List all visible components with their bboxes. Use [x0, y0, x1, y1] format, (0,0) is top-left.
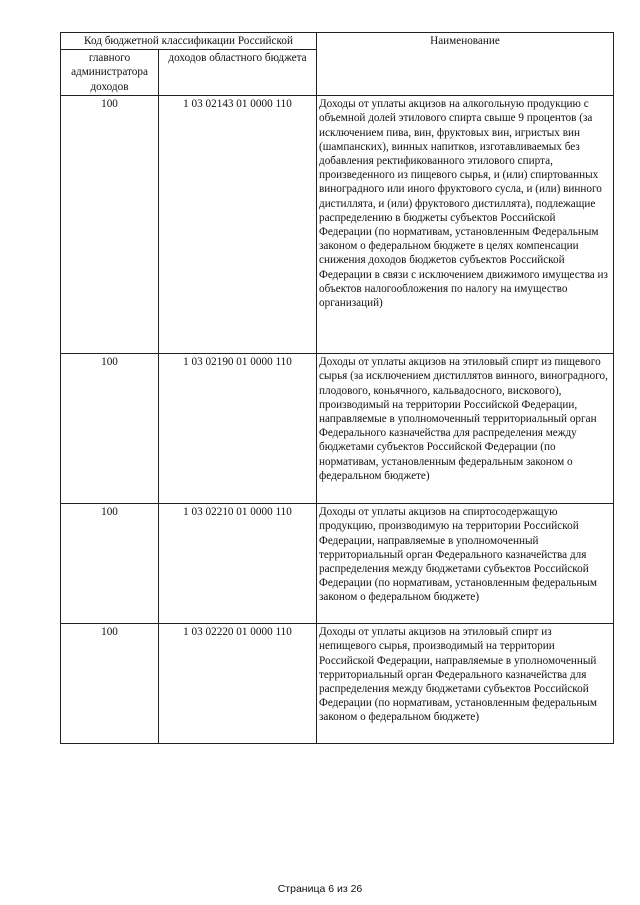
table-row	[61, 354, 614, 504]
income-name-cell: Доходы от уплаты акцизов на спиртосодержащую продукцию, производимую на территории Российской Федерации, направляемые в уполномоченный территориальный орган Федерального казначейства для распределения между бюджетами субъектов Российской Федерации (по нормативам, установленным федеральным законом о федеральном бюджете)	[317, 504, 614, 624]
admin-code-cell: 100	[61, 96, 159, 354]
income-name-cell: Доходы от уплаты акцизов на этиловый спирт из непищевого сырья, производимый на территории Российской Федерации, направляемые в уполномоченный территориальный орган Федерального казначейства для распределения между бюджетами субъектов Российской Федерации (по нормативам, установленным федеральным законом о федеральном бюджете)	[317, 624, 614, 744]
admin-column-header: главного администратора доходов	[61, 50, 159, 96]
income-code-cell: 1 03 02190 01 0000 110	[159, 354, 317, 504]
income-code-cell: 1 03 02143 01 0000 110	[159, 96, 317, 354]
income-column-header: доходов областного бюджета	[159, 50, 317, 96]
income-code-cell: 1 03 02210 01 0000 110	[159, 504, 317, 624]
income-name-cell: Доходы от уплаты акцизов на этиловый спирт из пищевого сырья (за исключением дистиллятов винного, виноградного, плодового, коньячного, кальвадосного, вискового), производимый на территории Российской Федерации, направляемые в уполномоченный территориальный орган Федерального казначейства для распределения между бюджетами субъектов Российской Федерации (по нормативам, установленным федеральным законом о федеральном бюджете)	[317, 354, 614, 504]
header-row-group	[61, 33, 614, 50]
name-column-header: Наименование	[317, 33, 614, 96]
income-name-cell: Доходы от уплаты акцизов на алкогольную продукцию с объемной долей этилового спирта свыше 9 процентов (за исключением пива, вин, фруктовых вин, игристых вин (шампанских), винных напитков, изготавливаемых без добавления ректификованного этилового спирта, произведенного из пищевого сырья, и (или) спиртованных виноградного или иного фруктового сусла, и (или) винного дистиллята, и (или) фруктового дистиллята), подлежащие распределению в бюджеты субъектов Российской Федерации (по нормативам, установленным Федеральным законом о федеральном бюджете в целях компенсации снижения доходов бюджетов субъектов Российской Федерации в связи с исключением движимого имущества из объектов налогообложения по налогу на имущество организаций)	[317, 96, 614, 354]
table-row	[61, 624, 614, 744]
page-number-footer: Страница 6 из 26	[277, 883, 363, 895]
admin-code-cell: 100	[61, 504, 159, 624]
admin-code-cell: 100	[61, 624, 159, 744]
budget-classification-header: Код бюджетной классификации Российской	[61, 33, 317, 50]
income-code-cell: 1 03 02220 01 0000 110	[159, 624, 317, 744]
admin-code-cell: 100	[61, 354, 159, 504]
table-row	[61, 96, 614, 354]
table-row	[61, 504, 614, 624]
revenue-code-table	[60, 32, 614, 744]
